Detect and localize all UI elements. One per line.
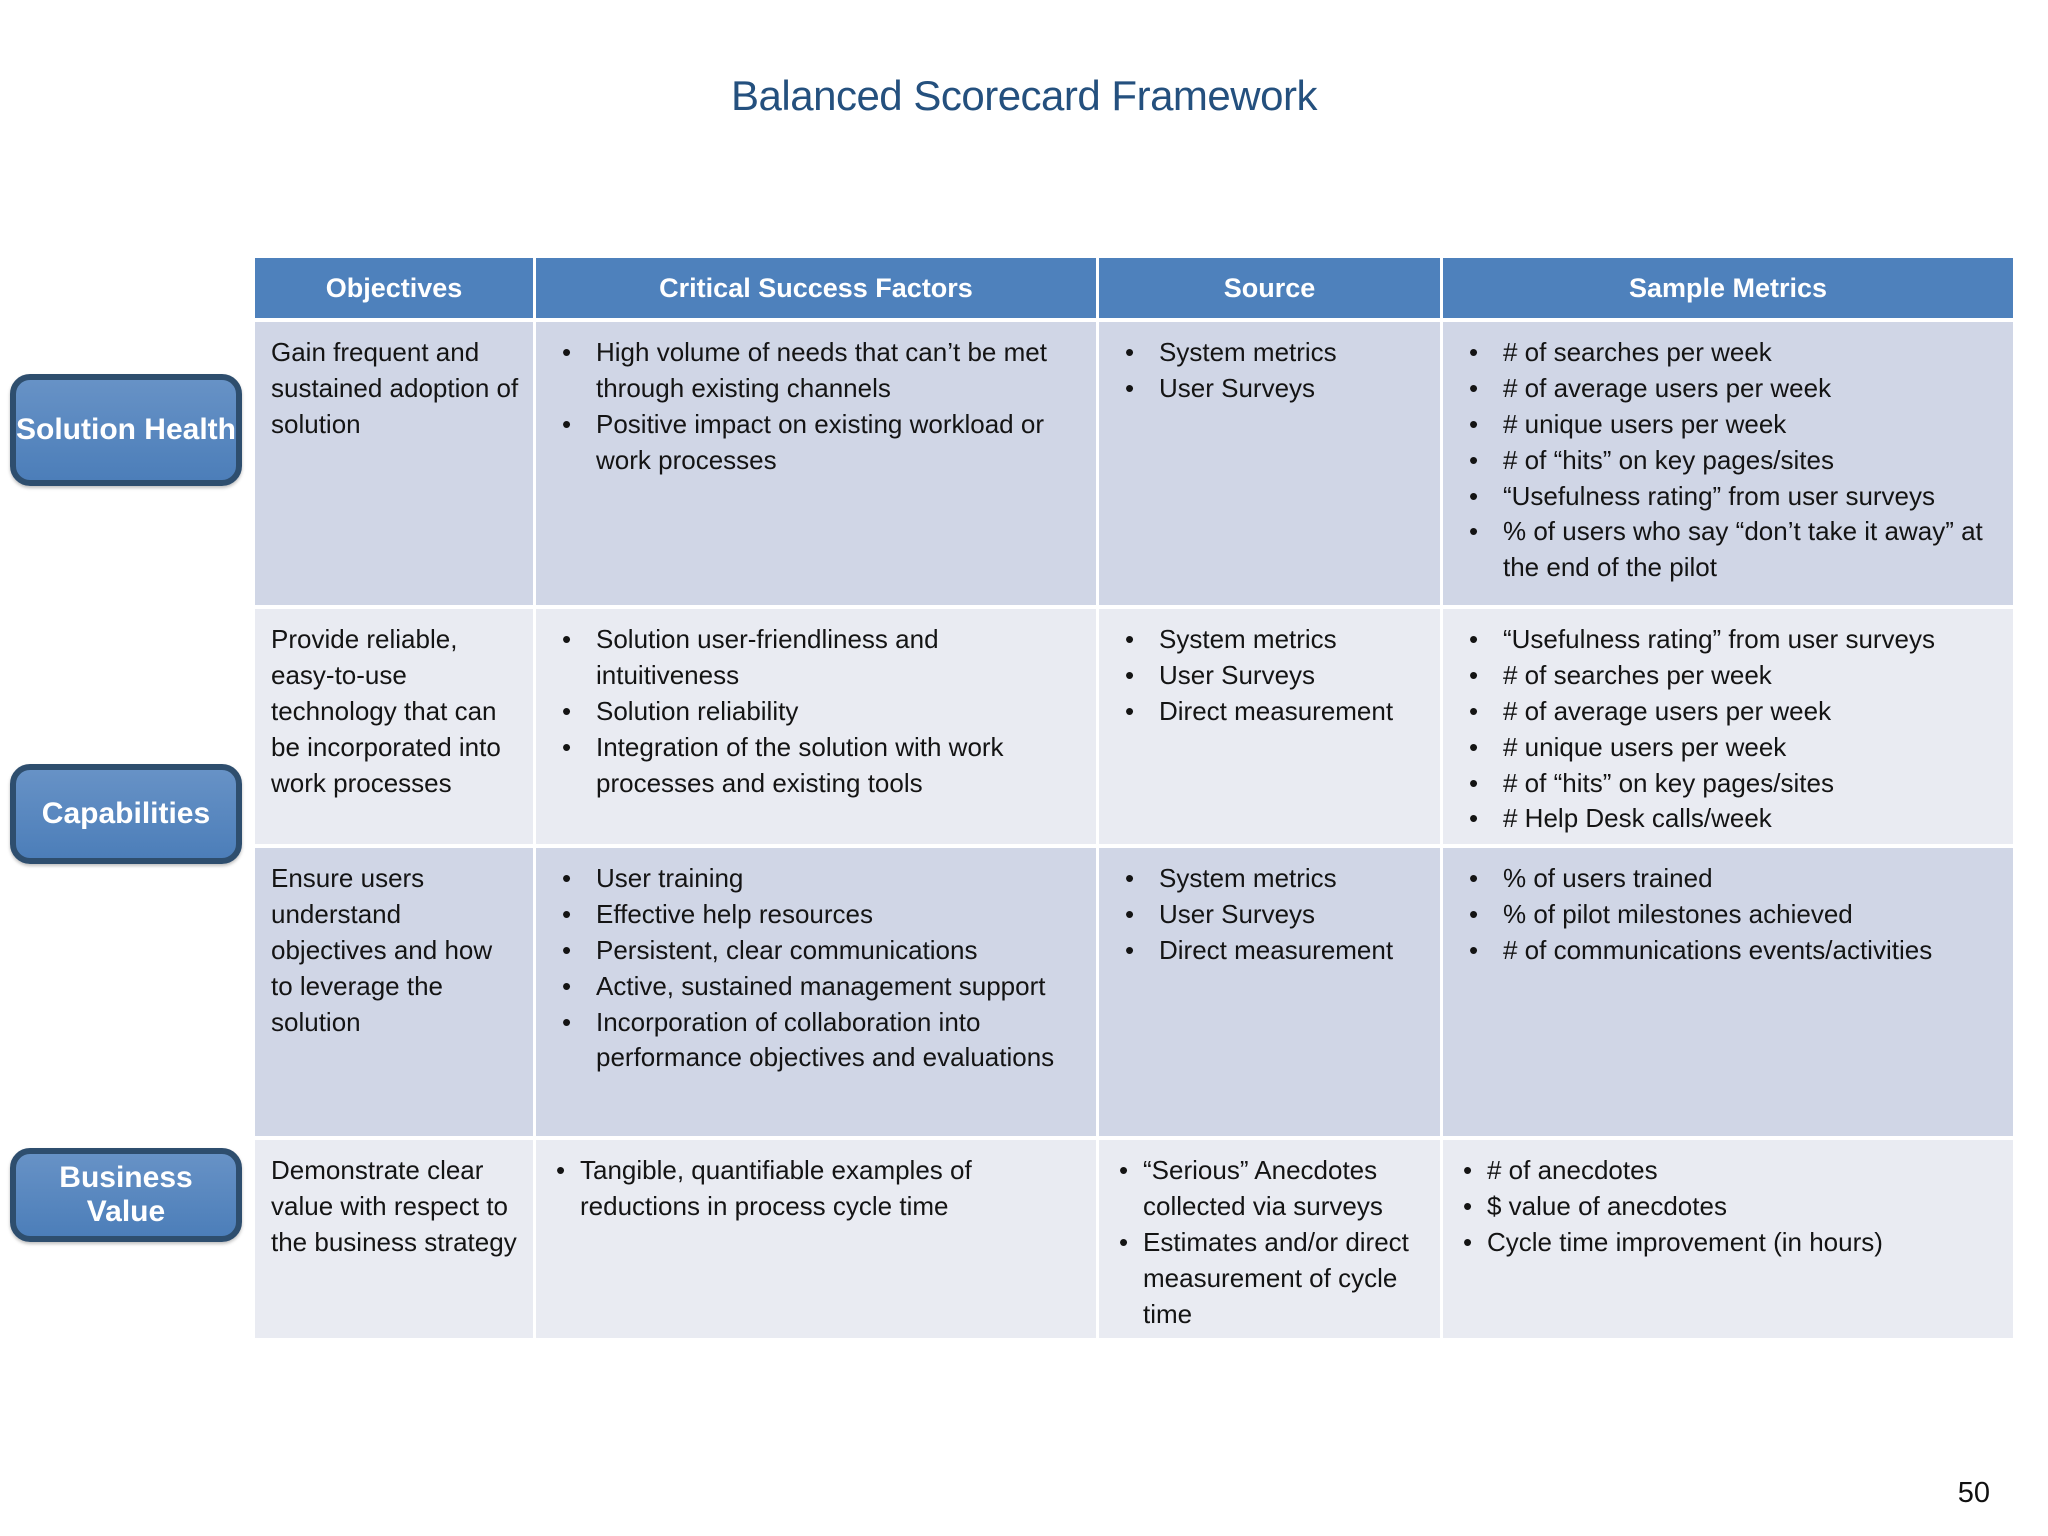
objective-text: Ensure users understand objectives and how to leverage the solution (271, 863, 493, 1037)
metrics-cell (1443, 322, 2013, 605)
csf-cell-list (550, 861, 1084, 1076)
bullet-item: • System metrics (1113, 861, 1428, 897)
source-cell (1099, 848, 1440, 1136)
bullet-item: • Active, sustained management support (550, 969, 1084, 1005)
bullet-item: • Direct measurement (1113, 694, 1428, 730)
side-label-text: Capabilities (41, 796, 211, 830)
objective-cell (255, 609, 533, 844)
side-label-capabilities (10, 764, 242, 864)
bullet-item: • % of users who say “don’t take it away” at the end of the pilot (1457, 514, 2001, 586)
page-title: Balanced Scorecard Framework (731, 72, 1317, 119)
bullet-item: • # unique users per week (1457, 407, 2001, 443)
bullet-item: • Positive impact on existing workload or work processes (550, 407, 1084, 479)
bullet-item: • System metrics (1113, 622, 1428, 658)
bullet-item: • User Surveys (1113, 371, 1428, 407)
metrics-cell (1443, 609, 2013, 844)
bullet-item: • High volume of needs that can’t be met through existing channels (550, 335, 1084, 407)
bullet-item: • # of “hits” on key pages/sites (1457, 766, 2001, 802)
bullet-item: • # of searches per week (1457, 335, 2001, 371)
column-header-objectives: Objectives (255, 258, 533, 318)
csf-cell (536, 322, 1096, 605)
bullet-item: • Solution reliability (550, 694, 1084, 730)
column-header-critical-success-factors: Critical Success Factors (536, 258, 1096, 318)
bullet-item: • Solution user-friendliness and intuitiveness (550, 622, 1084, 694)
bullet-item: • Incorporation of collaboration into performance objectives and evaluations (550, 1005, 1084, 1077)
csf-cell-list (550, 335, 1084, 479)
objective-cell (255, 848, 533, 1136)
source-cell (1099, 322, 1440, 605)
bullet-item: • User Surveys (1113, 897, 1428, 933)
bullet-item: • Persistent, clear communications (550, 933, 1084, 969)
csf-cell (536, 848, 1096, 1136)
metrics-cell (1443, 848, 2013, 1136)
metrics-cell-list (1457, 861, 2001, 969)
metrics-cell-list (1457, 1153, 2001, 1261)
metrics-cell-list (1457, 622, 2001, 837)
bullet-item: • % of users trained (1457, 861, 2001, 897)
source-cell-list (1113, 861, 1428, 969)
csf-cell-list (550, 622, 1084, 801)
bullet-item: • Cycle time improvement (in hours) (1457, 1225, 2001, 1261)
bullet-item: • # of communications events/activities (1457, 933, 2001, 969)
objective-text: Demonstrate clear value with respect to the business strategy (271, 1155, 517, 1257)
side-label-solution-health (10, 374, 242, 486)
objective-cell (255, 1140, 533, 1338)
bullet-item: • “Usefulness rating” from user surveys (1457, 622, 2001, 658)
scorecard-table (255, 258, 2013, 1338)
bullet-item: • Effective help resources (550, 897, 1084, 933)
bullet-item: • # of average users per week (1457, 371, 2001, 407)
bullet-item: • Tangible, quantifiable examples of reductions in process cycle time (550, 1153, 1084, 1225)
objective-text: Gain frequent and sustained adoption of solution (271, 337, 519, 439)
bullet-item: • % of pilot milestones achieved (1457, 897, 2001, 933)
source-cell-list (1113, 1153, 1428, 1332)
source-cell (1099, 609, 1440, 844)
slide-page-number: 50 (1957, 1477, 1990, 1509)
side-label-text: Solution Health (16, 412, 236, 446)
side-label-business-value (10, 1148, 242, 1242)
bullet-item: • “Usefulness rating” from user surveys (1457, 479, 2001, 515)
bullet-item: • User training (550, 861, 1084, 897)
source-cell-list (1113, 335, 1428, 407)
bullet-item: • Estimates and/or direct measurement of cycle time (1113, 1225, 1428, 1333)
bullet-item: • Direct measurement (1113, 933, 1428, 969)
bullet-item: • # of “hits” on key pages/sites (1457, 443, 2001, 479)
bullet-item: • System metrics (1113, 335, 1428, 371)
objective-text: Provide reliable, easy-to-use technology that can be incorporated into work processes (271, 624, 501, 798)
bullet-item: • # Help Desk calls/week (1457, 801, 2001, 837)
bullet-item: • # of searches per week (1457, 658, 2001, 694)
metrics-cell (1443, 1140, 2013, 1338)
metrics-cell-list (1457, 335, 2001, 586)
bullet-item: • Integration of the solution with work processes and existing tools (550, 730, 1084, 802)
column-header-source: Source (1099, 258, 1440, 318)
source-cell-list (1113, 622, 1428, 730)
side-label-text: Business Value (59, 1160, 193, 1228)
bullet-item: • $ value of anecdotes (1457, 1189, 2001, 1225)
csf-cell (536, 609, 1096, 844)
bullet-item: • # of average users per week (1457, 694, 2001, 730)
column-header-sample-metrics: Sample Metrics (1443, 258, 2013, 318)
bullet-item: • User Surveys (1113, 658, 1428, 694)
csf-cell-list (550, 1153, 1084, 1225)
objective-cell (255, 322, 533, 605)
bullet-item: • “Serious” Anecdotes collected via surveys (1113, 1153, 1428, 1225)
bullet-item: • # unique users per week (1457, 730, 2001, 766)
source-cell (1099, 1140, 1440, 1338)
bullet-item: • # of anecdotes (1457, 1153, 2001, 1189)
csf-cell (536, 1140, 1096, 1338)
